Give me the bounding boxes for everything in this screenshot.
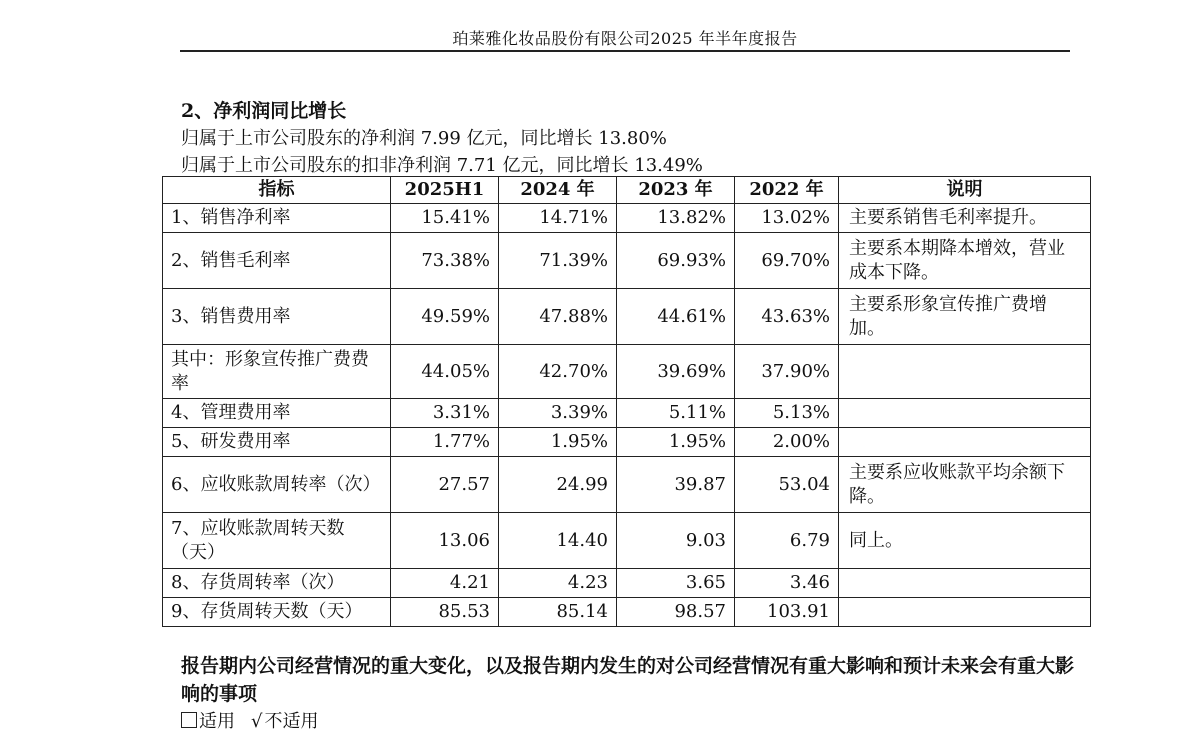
- value-cell: 14.40: [499, 513, 617, 569]
- value-cell: 3.39%: [499, 399, 617, 428]
- applicability-options: [181, 707, 318, 733]
- note-cell: 主要系形象宣传推广费增加。: [839, 289, 1091, 345]
- section-title: 2、净利润同比增长: [181, 100, 347, 122]
- not-applicable-label: 不适用: [264, 711, 319, 732]
- value-cell: 39.87: [617, 457, 735, 513]
- value-cell: 44.61%: [617, 289, 735, 345]
- value-cell: 5.11%: [617, 399, 735, 428]
- value-cell: 103.91: [735, 598, 839, 627]
- note-cell: 主要系销售毛利率提升。: [839, 204, 1091, 233]
- value-cell: 9.03: [617, 513, 735, 569]
- note-cell: 主要系应收账款平均余额下降。: [839, 457, 1091, 513]
- row-label: 9、存货周转天数（天）: [163, 598, 391, 627]
- row-label: 4、管理费用率: [163, 399, 391, 428]
- major-changes-heading: 报告期内公司经营情况的重大变化，以及报告期内发生的对公司经营情况有重大影响和预计未来会有重大影响的事项: [181, 655, 1075, 705]
- value-cell: 1.77%: [391, 428, 499, 457]
- header-cell-2023: 2023 年: [617, 177, 735, 204]
- row-label: 7、应收账款周转天数（天）: [163, 513, 391, 569]
- table-row: [163, 345, 1091, 399]
- value-cell: 3.31%: [391, 399, 499, 428]
- header-cell-2022: 2022 年: [735, 177, 839, 204]
- value-cell: 2.00%: [735, 428, 839, 457]
- value-cell: 15.41%: [391, 204, 499, 233]
- table-row: [163, 289, 1091, 345]
- note-cell: 同上。: [839, 513, 1091, 569]
- table-row: [163, 204, 1091, 233]
- value-cell: 3.65: [617, 569, 735, 598]
- value-cell: 69.70%: [735, 233, 839, 289]
- value-cell: 98.57: [617, 598, 735, 627]
- row-label: 6、应收账款周转率（次）: [163, 457, 391, 513]
- table-row: [163, 457, 1091, 513]
- table-row: [163, 569, 1091, 598]
- table-row: [163, 399, 1091, 428]
- note-cell: [839, 345, 1091, 399]
- financial-indicators-table: [162, 176, 1091, 627]
- adjusted-net-profit-summary: 归属于上市公司股东的扣非净利润 7.71 亿元，同比增长 13.49%: [181, 155, 703, 176]
- note-cell: [839, 428, 1091, 457]
- value-cell: 73.38%: [391, 233, 499, 289]
- value-cell: 39.69%: [617, 345, 735, 399]
- value-cell: 5.13%: [735, 399, 839, 428]
- value-cell: 85.14: [499, 598, 617, 627]
- applicable-label: 适用: [199, 711, 235, 732]
- value-cell: 85.53: [391, 598, 499, 627]
- value-cell: 53.04: [735, 457, 839, 513]
- value-cell: 49.59%: [391, 289, 499, 345]
- note-cell: 主要系本期降本增效，营业成本下降。: [839, 233, 1091, 289]
- row-label: 2、销售毛利率: [163, 233, 391, 289]
- value-cell: 37.90%: [735, 345, 839, 399]
- header-divider: [180, 50, 1070, 52]
- value-cell: 43.63%: [735, 289, 839, 345]
- row-label: 3、销售费用率: [163, 289, 391, 345]
- note-cell: [839, 399, 1091, 428]
- note-cell: [839, 569, 1091, 598]
- value-cell: 4.23: [499, 569, 617, 598]
- row-label: 1、销售净利率: [163, 204, 391, 233]
- applicable-checkbox-icon: [181, 712, 197, 728]
- value-cell: 42.70%: [499, 345, 617, 399]
- value-cell: 24.99: [499, 457, 617, 513]
- value-cell: 27.57: [391, 457, 499, 513]
- row-label: 其中：形象宣传推广费费率: [163, 345, 391, 399]
- value-cell: 44.05%: [391, 345, 499, 399]
- value-cell: 13.02%: [735, 204, 839, 233]
- checkmark-icon: √: [251, 711, 263, 732]
- table-row: [163, 428, 1091, 457]
- value-cell: 6.79: [735, 513, 839, 569]
- value-cell: 13.06: [391, 513, 499, 569]
- table-row: [163, 598, 1091, 627]
- header-cell-indicator: 指标: [163, 177, 391, 204]
- value-cell: 14.71%: [499, 204, 617, 233]
- header-cell-note: 说明: [839, 177, 1091, 204]
- row-label: 8、存货周转率（次）: [163, 569, 391, 598]
- note-cell: [839, 598, 1091, 627]
- value-cell: 1.95%: [499, 428, 617, 457]
- net-profit-summary: 归属于上市公司股东的净利润 7.99 亿元，同比增长 13.80%: [181, 128, 667, 149]
- value-cell: 1.95%: [617, 428, 735, 457]
- report-header: 珀莱雅化妆品股份有限公司2025 年半年度报告: [452, 29, 798, 48]
- value-cell: 71.39%: [499, 233, 617, 289]
- row-label: 5、研发费用率: [163, 428, 391, 457]
- value-cell: 3.46: [735, 569, 839, 598]
- table-row: [163, 233, 1091, 289]
- value-cell: 69.93%: [617, 233, 735, 289]
- header-cell-2024: 2024 年: [499, 177, 617, 204]
- table-row: [163, 513, 1091, 569]
- header-cell-2025h1: 2025H1: [391, 177, 499, 204]
- value-cell: 47.88%: [499, 289, 617, 345]
- table-header-row: [163, 177, 1091, 204]
- value-cell: 13.82%: [617, 204, 735, 233]
- value-cell: 4.21: [391, 569, 499, 598]
